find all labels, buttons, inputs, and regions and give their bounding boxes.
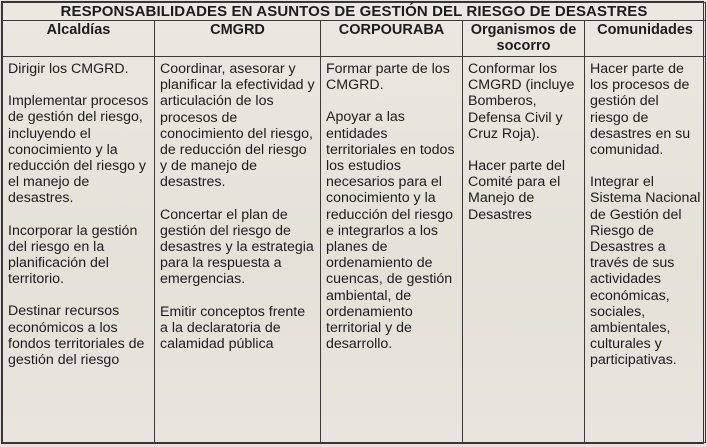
column-header-organismos-de-socorro: Organismos de socorro xyxy=(463,21,585,57)
responsibilities-table xyxy=(2,2,706,443)
cell-paragraph: Hacer parte del Comité para el Manejo de Desastres xyxy=(468,158,565,223)
cell-cmgrd xyxy=(155,57,321,443)
title-row xyxy=(3,3,706,21)
cell-comunidades xyxy=(585,57,706,443)
cell-paragraph: Implementar procesos de gestión del riesgo, incluyendo el conocimiento y la reducción del riesgo y el manejo de desastres. xyxy=(8,93,149,207)
column-header-corpouraba: CORPOURABA xyxy=(321,21,463,57)
body-row xyxy=(3,57,706,443)
table-title: RESPONSABILIDADES EN ASUNTOS DE GESTIÓN DEL RIESGO DE DESASTRES xyxy=(3,3,706,21)
cell-paragraph: Conformar los CMGRD (incluye Bomberos, Defensa Civil y Cruz Roja). xyxy=(468,61,575,142)
cell-alcaldias xyxy=(3,57,155,443)
cell-paragraph: Incorporar la gestión del riesgo en la planificación del territorio. xyxy=(8,222,138,288)
column-header-comunidades: Comunidades xyxy=(585,21,706,57)
header-row xyxy=(3,21,706,57)
cell-paragraph: Concertar el plan de gestión del riesgo de desastres y la estrategia para la respuesta a emergencias. xyxy=(160,206,314,288)
cell-paragraph: Emitir conceptos frente a la declaratoria de calamidad pública xyxy=(160,303,306,353)
cell-paragraph: Formar parte de los CMGRD. xyxy=(326,61,450,94)
column-header-alcaldias: Alcaldías xyxy=(3,21,155,57)
cell-paragraph: Destinar recursos económicos a los fondos territoriales de gestión del riesgo xyxy=(8,303,145,369)
cell-paragraph: Apoyar a las entidades territoriales en todos los estudios necesarios para el conocimiento y la reducción del riesgo e integrarlos a los planes de ordenamiento de cuencas, de gestión ambiental, de ordenamiento territorial y de desarrollo. xyxy=(326,109,455,353)
cell-paragraph: Integrar el Sistema Nacional de Gestión del Riesgo de Desastres a través de sus actividades económicas, sociales, ambientales, culturales y participativas. xyxy=(590,174,701,369)
cell-organismos-de-socorro xyxy=(463,57,585,443)
cell-paragraph: Dirigir los CMGRD. xyxy=(8,61,129,77)
cell-paragraph: Hacer parte de los procesos de gestión del riesgo de desastres en su comunidad. xyxy=(590,61,691,159)
cell-corpouraba xyxy=(321,57,463,443)
cell-paragraph: Coordinar, asesorar y planificar la efectividad y articulación de los procesos de conocimiento del riesgo, de reducción del riesgo y de manejo de desastres. xyxy=(160,61,315,191)
column-header-cmgrd: CMGRD xyxy=(155,21,321,57)
responsibilities-table-sheet xyxy=(1,1,704,444)
